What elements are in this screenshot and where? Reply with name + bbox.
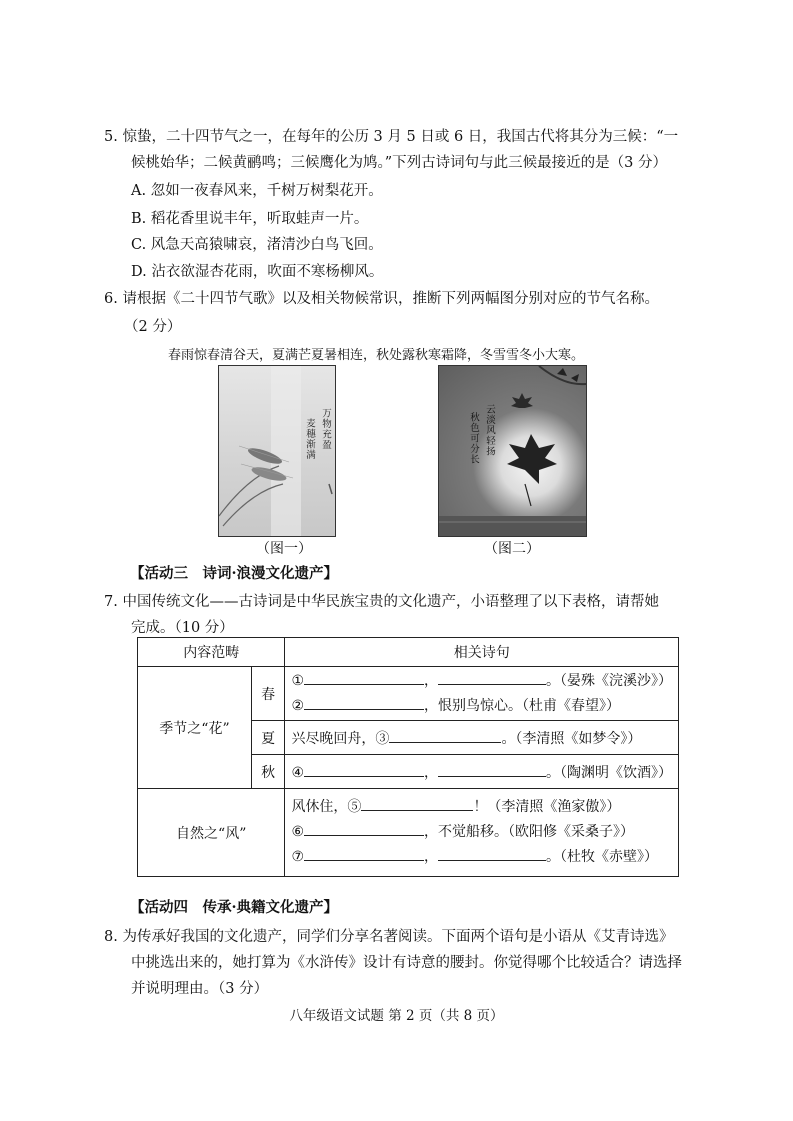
figure-1-text-col2: 麦穗渐满 xyxy=(304,418,315,460)
figure-1-text-col1: 万物充盈 xyxy=(320,408,331,450)
table-row-5: 风休住，⑤ ！（李清照《渔家傲》） xyxy=(291,795,672,820)
maple-leaves-illustration xyxy=(439,366,586,536)
table-row-1: ① ， 。（晏殊《浣溪沙》） xyxy=(291,669,672,694)
q5-option-b: B. 稻花香里说丰年，听取蛙声一片。 xyxy=(131,211,369,227)
header-category: 内容范畴 xyxy=(138,638,285,667)
answer-blank-4b[interactable] xyxy=(438,762,546,777)
activity-3-heading: 【活动三 诗词·浪漫文化遗产】 xyxy=(130,565,339,582)
table-row-6: ⑥ ，不觉船移。（欧阳修《采桑子》） xyxy=(291,820,672,845)
season-summer: 夏 xyxy=(251,721,285,755)
table-row-3: 兴尽晚回舟，③ 。（李清照《如梦令》） xyxy=(285,721,679,755)
answer-blank-5[interactable] xyxy=(361,796,473,811)
answer-blank-6[interactable] xyxy=(304,821,424,836)
figure-1-caption: （图一） xyxy=(256,541,312,557)
figure-2-caption: （图二） xyxy=(484,541,540,557)
q7-stem-line1: 7. 中国传统文化——古诗词是中华民族宝贵的文化遗产，小语整理了以下表格，请帮她 xyxy=(104,594,659,610)
q6-stem-line1: 6. 请根据《二十四节气歌》以及相关物候常识，推断下列两幅图分别对应的节气名称。 xyxy=(104,291,659,307)
q5-stem-line1: 5. 惊蛰，二十四节气之一，在每年的公历 3 月 5 日或 6 日，我国古代将其分为三候：“一 xyxy=(104,129,679,145)
answer-blank-2[interactable] xyxy=(304,695,424,710)
answer-blank-4a[interactable] xyxy=(304,762,424,777)
answer-blank-3[interactable] xyxy=(389,728,501,743)
page-footer: 八年级语文试题 第 2 页（共 8 页） xyxy=(289,1008,504,1024)
poetry-table xyxy=(137,637,679,877)
row-label-nature-wind: 自然之“风” xyxy=(138,789,285,877)
q5-option-c: C. 风急天高猿啸哀，渚清沙白鸟飞回。 xyxy=(131,237,383,253)
season-spring: 春 xyxy=(251,667,285,721)
q8-stem-line1: 8. 为传承好我国的文化遗产，同学们分享名著阅读。下面两个语句是小语从《艾青诗选》 xyxy=(104,929,674,945)
answer-blank-7a[interactable] xyxy=(304,846,424,861)
q7-stem-line2: 完成。（10 分） xyxy=(131,620,234,636)
wheat-illustration xyxy=(219,366,335,536)
figure-2-text-col2: 秋色可分长 xyxy=(468,412,479,465)
table-row-4: ④ ， 。（陶渊明《饮酒》） xyxy=(285,755,679,789)
header-verses: 相关诗句 xyxy=(285,638,679,667)
q5-option-a: A. 忽如一夜春风来，千树万树梨花开。 xyxy=(131,183,383,199)
season-autumn: 秋 xyxy=(251,755,285,789)
q6-stem-line2: （2 分） xyxy=(124,319,182,335)
table-row-7: ⑦ ， 。（杜牧《赤壁》） xyxy=(291,845,672,870)
activity-4-heading: 【活动四 传承·典籍文化遗产】 xyxy=(130,899,339,916)
q8-stem-line3: 并说明理由。（3 分） xyxy=(131,981,269,997)
figure-2-moon-image xyxy=(438,365,587,537)
solar-terms-song: 春雨惊春清谷天，夏满芒夏暑相连，秋处露秋寒霜降，冬雪雪冬小大寒。 xyxy=(168,348,585,363)
q8-stem-line2: 中挑选出来的，她打算为《水浒传》设计有诗意的腰封。你觉得哪个比较适合？请选择 xyxy=(131,955,682,971)
table-row-2: ② ，恨别鸟惊心。（杜甫《春望》） xyxy=(291,694,672,719)
q5-stem-line2: 候桃始华；二候黄鹂鸣；三候鹰化为鸠。”下列古诗词句与此三候最接近的是（3 分） xyxy=(131,155,667,171)
figure-1-wheat-image xyxy=(218,365,336,537)
q5-option-d: D. 沾衣欲湿杏花雨，吹面不寒杨柳风。 xyxy=(131,264,384,280)
answer-blank-1b[interactable] xyxy=(438,670,546,685)
figure-2-text-col1: 云淡风轻扬 xyxy=(484,404,495,457)
answer-blank-7b[interactable] xyxy=(438,846,546,861)
row-label-season-flower: 季节之“花” xyxy=(138,667,252,789)
answer-blank-1a[interactable] xyxy=(304,670,424,685)
